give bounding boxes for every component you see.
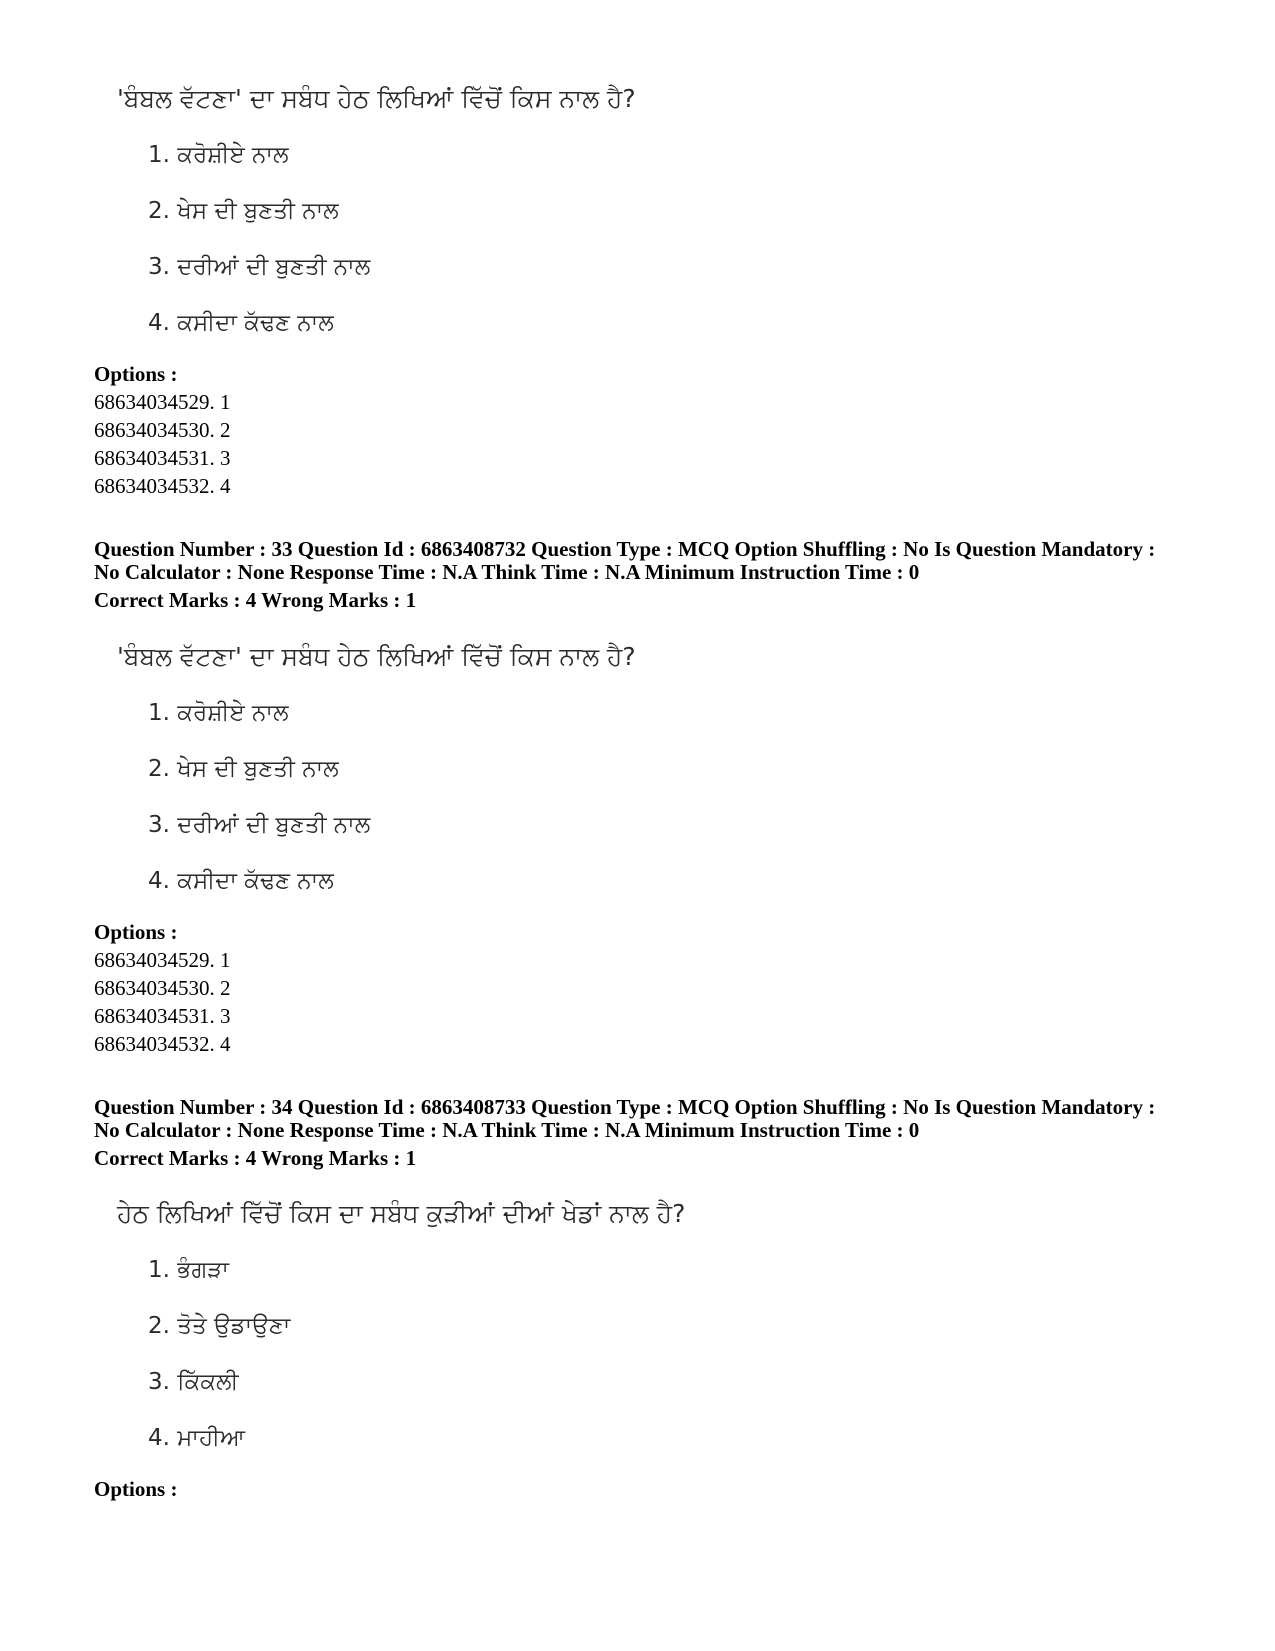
answer-choice: 3. ਕਿੱਕਲੀ [148, 1369, 239, 1395]
question-text: 'ਬੰਬਲ ਵੱਟਣਾ' ਦਾ ਸਬੰਧ ਹੇਠ ਲਿਖਿਆਂ ਵਿੱਚੋਂ ਕਿਸ ਨਾਲ ਹੈ? [117, 642, 636, 671]
option-id: 68634034532. 4 [94, 1032, 231, 1056]
question-text: ਹੇਠ ਲਿਖਿਆਂ ਵਿੱਚੋਂ ਕਿਸ ਦਾ ਸਬੰਧ ਕੁੜੀਆਂ ਦੀਆਂ ਖੇਡਾਂ ਨਾਲ ਹੈ? [117, 1199, 686, 1228]
option-id: 68634034530. 2 [94, 418, 231, 442]
answer-choice: 4. ਕਸੀਦਾ ਕੱਢਣ ਨਾਲ [148, 868, 334, 894]
answer-choice: 1. ਭੰਗੜਾ [148, 1257, 229, 1283]
answer-choice: 2. ਖੇਸ ਦੀ ਬੁਣਤੀ ਨਾਲ [148, 756, 339, 782]
answer-choice: 3. ਦਰੀਆਂ ਦੀ ਬੁਣਤੀ ਨਾਲ [148, 812, 371, 838]
option-id: 68634034530. 2 [94, 976, 231, 1000]
answer-choice: 1. ਕਰੋਸ਼ੀਏ ਨਾਲ [148, 700, 289, 726]
question-marks: Correct Marks : 4 Wrong Marks : 1 [94, 588, 417, 612]
answer-choice: 4. ਮਾਹੀਆ [148, 1425, 246, 1451]
option-id: 68634034529. 1 [94, 390, 231, 414]
option-id: 68634034531. 3 [94, 1004, 231, 1028]
answer-choice: 1. ਕਰੋਸ਼ੀਏ ਨਾਲ [148, 142, 289, 168]
option-id: 68634034532. 4 [94, 474, 231, 498]
question-meta-line: Question Number : 33 Question Id : 6863408732 Question Type : MCQ Option Shuffling : No Is Question Mandatory : [94, 537, 1156, 561]
option-id: 68634034531. 3 [94, 446, 231, 470]
question-meta-line: No Calculator : None Response Time : N.A Think Time : N.A Minimum Instruction Time : 0 [94, 1118, 920, 1142]
options-label: Options : [94, 920, 178, 944]
question-marks: Correct Marks : 4 Wrong Marks : 1 [94, 1146, 417, 1170]
answer-choice: 3. ਦਰੀਆਂ ਦੀ ਬੁਣਤੀ ਨਾਲ [148, 254, 371, 280]
options-label: Options : [94, 362, 178, 386]
answer-choice: 2. ਤੋਤੇ ਉਡਾਉਣਾ [148, 1313, 291, 1339]
question-meta-line: Question Number : 34 Question Id : 6863408733 Question Type : MCQ Option Shuffling : No Is Question Mandatory : [94, 1095, 1156, 1119]
options-label: Options : [94, 1477, 178, 1501]
option-id: 68634034529. 1 [94, 948, 231, 972]
answer-choice: 4. ਕਸੀਦਾ ਕੱਢਣ ਨਾਲ [148, 310, 334, 336]
answer-choice: 2. ਖੇਸ ਦੀ ਬੁਣਤੀ ਨਾਲ [148, 198, 339, 224]
question-meta-line: No Calculator : None Response Time : N.A Think Time : N.A Minimum Instruction Time : 0 [94, 560, 920, 584]
question-text: 'ਬੰਬਲ ਵੱਟਣਾ' ਦਾ ਸਬੰਧ ਹੇਠ ਲਿਖਿਆਂ ਵਿੱਚੋਂ ਕਿਸ ਨਾਲ ਹੈ? [117, 84, 636, 113]
